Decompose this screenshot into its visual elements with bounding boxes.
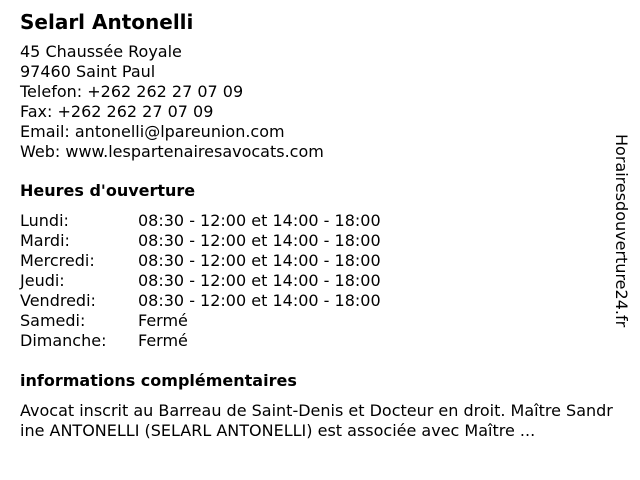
street-address: 45 Chaussée Royale bbox=[20, 42, 182, 61]
hours-time-value: 08:30 - 12:00 et 14:00 - 18:00 bbox=[138, 271, 381, 290]
hours-row-wednesday bbox=[20, 251, 616, 271]
hours-day-label: Dimanche: bbox=[20, 331, 107, 350]
hours-time-value: 08:30 - 12:00 et 14:00 - 18:00 bbox=[138, 231, 381, 250]
opening-hours-list bbox=[20, 211, 616, 351]
hours-row-sunday bbox=[20, 331, 616, 351]
hours-time-value: 08:30 - 12:00 et 14:00 - 18:00 bbox=[138, 291, 381, 310]
hours-time-value: Fermé bbox=[138, 311, 188, 330]
hours-time-value: 08:30 - 12:00 et 14:00 - 18:00 bbox=[138, 251, 381, 270]
hours-row-thursday bbox=[20, 271, 616, 291]
additional-info-text: Avocat inscrit au Barreau de Saint-Denis et Docteur en droit. Maître Sandrine ANTONELLI (SELARL ANTONELLI) est associée avec Maître ... bbox=[20, 401, 613, 440]
hours-time-value: Fermé bbox=[138, 331, 188, 350]
city-address: 97460 Saint Paul bbox=[20, 62, 156, 81]
hours-row-tuesday bbox=[20, 231, 616, 251]
hours-time-value: 08:30 - 12:00 et 14:00 - 18:00 bbox=[138, 211, 381, 230]
hours-day-label: Lundi: bbox=[20, 211, 69, 230]
business-name: Selarl Antonelli bbox=[20, 10, 194, 34]
email-address: Email: antonelli@lpareunion.com bbox=[20, 122, 285, 141]
hours-day-label: Vendredi: bbox=[20, 291, 96, 310]
hours-row-saturday bbox=[20, 311, 616, 331]
hours-day-label: Mercredi: bbox=[20, 251, 95, 270]
phone-number: Telefon: +262 262 27 07 09 bbox=[20, 82, 244, 101]
hours-row-friday bbox=[20, 291, 616, 311]
hours-day-label: Jeudi: bbox=[20, 271, 65, 290]
hours-day-label: Samedi: bbox=[20, 311, 86, 330]
hours-row-monday bbox=[20, 211, 616, 231]
address-block bbox=[20, 42, 616, 162]
site-watermark: Horairesdouverture24.fr bbox=[612, 134, 631, 328]
website-address: Web: www.lespartenairesavocats.com bbox=[20, 142, 324, 161]
business-card bbox=[20, 10, 616, 441]
opening-hours-title: Heures d'ouverture bbox=[20, 181, 196, 200]
fax-number: Fax: +262 262 27 07 09 bbox=[20, 102, 214, 121]
additional-info-title: informations complémentaires bbox=[20, 371, 297, 390]
hours-day-label: Mardi: bbox=[20, 231, 70, 250]
